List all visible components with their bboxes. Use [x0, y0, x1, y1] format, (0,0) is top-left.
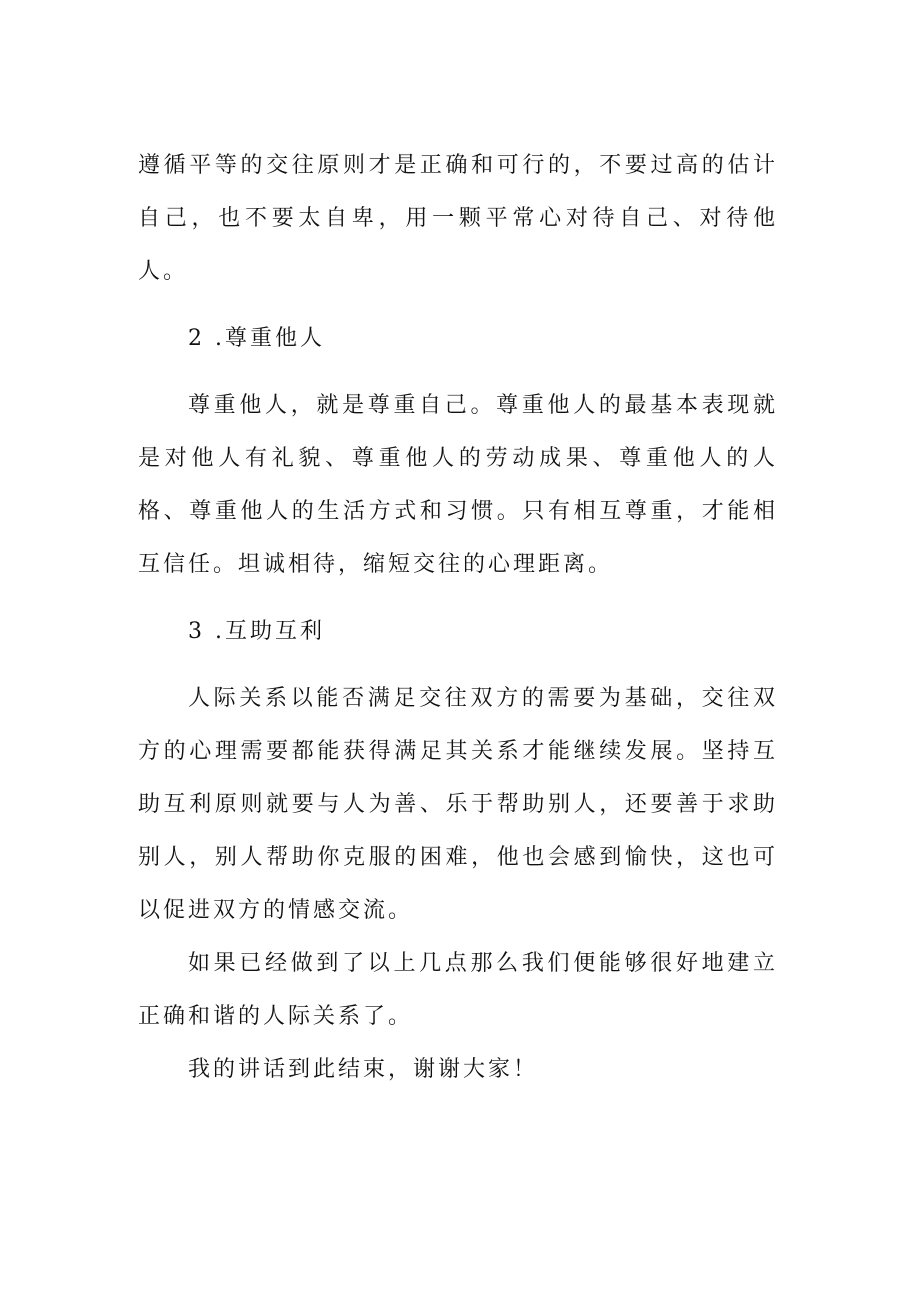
section-heading-respect: 2 .尊重他人 [188, 326, 325, 351]
document-body [138, 139, 778, 1096]
paragraph-equality-conclusion: 遵循平等的交往原则才是正确和可行的，不要过高的估计自己，也不要太自卑，用一颗平常心对待自己、对待他人。 [138, 153, 778, 284]
paragraph-closing: 我的讲话到此结束，谢谢大家！ [188, 1057, 539, 1082]
paragraph-mutual-help: 人际关系以能否满足交往双方的需要为基础，交往双方的心理需要都能获得满足其关系才能继续发展。坚持互助互利原则就要与人为善、乐于帮助别人，还要善于求助别人，别人帮助你克服的困难，他也会感到愉快，这也可以促进双方的情感交流。 [138, 686, 778, 923]
section-heading-mutual-help: 3 .互助互利 [188, 619, 325, 644]
paragraph-respect: 尊重他人，就是尊重自己。尊重他人的最基本表现就是对他人有礼貌、尊重他人的劳动成果、尊重他人的人格、尊重他人的生活方式和习惯。只有相互尊重，才能相互信任。坦诚相待，缩短交往的心理距离。 [138, 393, 778, 577]
paragraph-summary: 如果已经做到了以上几点那么我们便能够很好地建立正确和谐的人际关系了。 [138, 951, 778, 1029]
